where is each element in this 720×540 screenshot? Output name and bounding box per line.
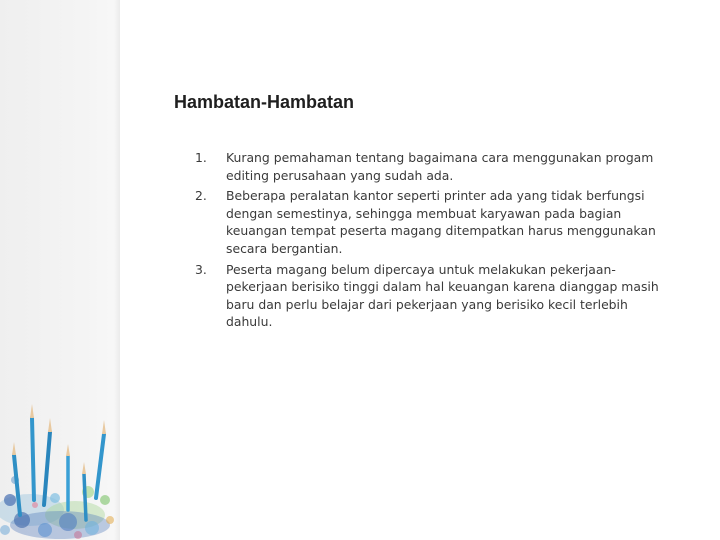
colored-pencils-image xyxy=(0,380,120,540)
list-item-text: Peserta magang belum dipercaya untuk melakukan pekerjaan-pekerjaan berisiko tinggi dalam hal keuangan karena dianggap masih baru dan perlu belajar dari pekerjaan yang berisiko kecil terlebih dahulu. xyxy=(226,261,659,330)
list-item-number: 2. xyxy=(195,188,207,204)
obstacles-list xyxy=(195,149,675,334)
list-item-number: 3. xyxy=(195,261,207,277)
list-item-text: Beberapa peralatan kantor seperti printer ada yang tidak berfungsi dengan semestinya, sehingga membuat karyawan pada bagian keuangan tempat peserta magang ditempatkan harus menggunakan secara bergantian. xyxy=(226,188,656,256)
list-item xyxy=(195,149,675,184)
list-item-text: Kurang pemahaman tentang bagaimana cara menggunakan progam editing perusahaan yang sudah ada. xyxy=(226,150,654,183)
list-item-number: 1. xyxy=(195,150,207,165)
list-item xyxy=(195,261,675,331)
sidebar-decoration xyxy=(0,0,120,540)
slide-title: Hambatan-Hambatan xyxy=(174,92,355,112)
list-item xyxy=(195,187,675,257)
